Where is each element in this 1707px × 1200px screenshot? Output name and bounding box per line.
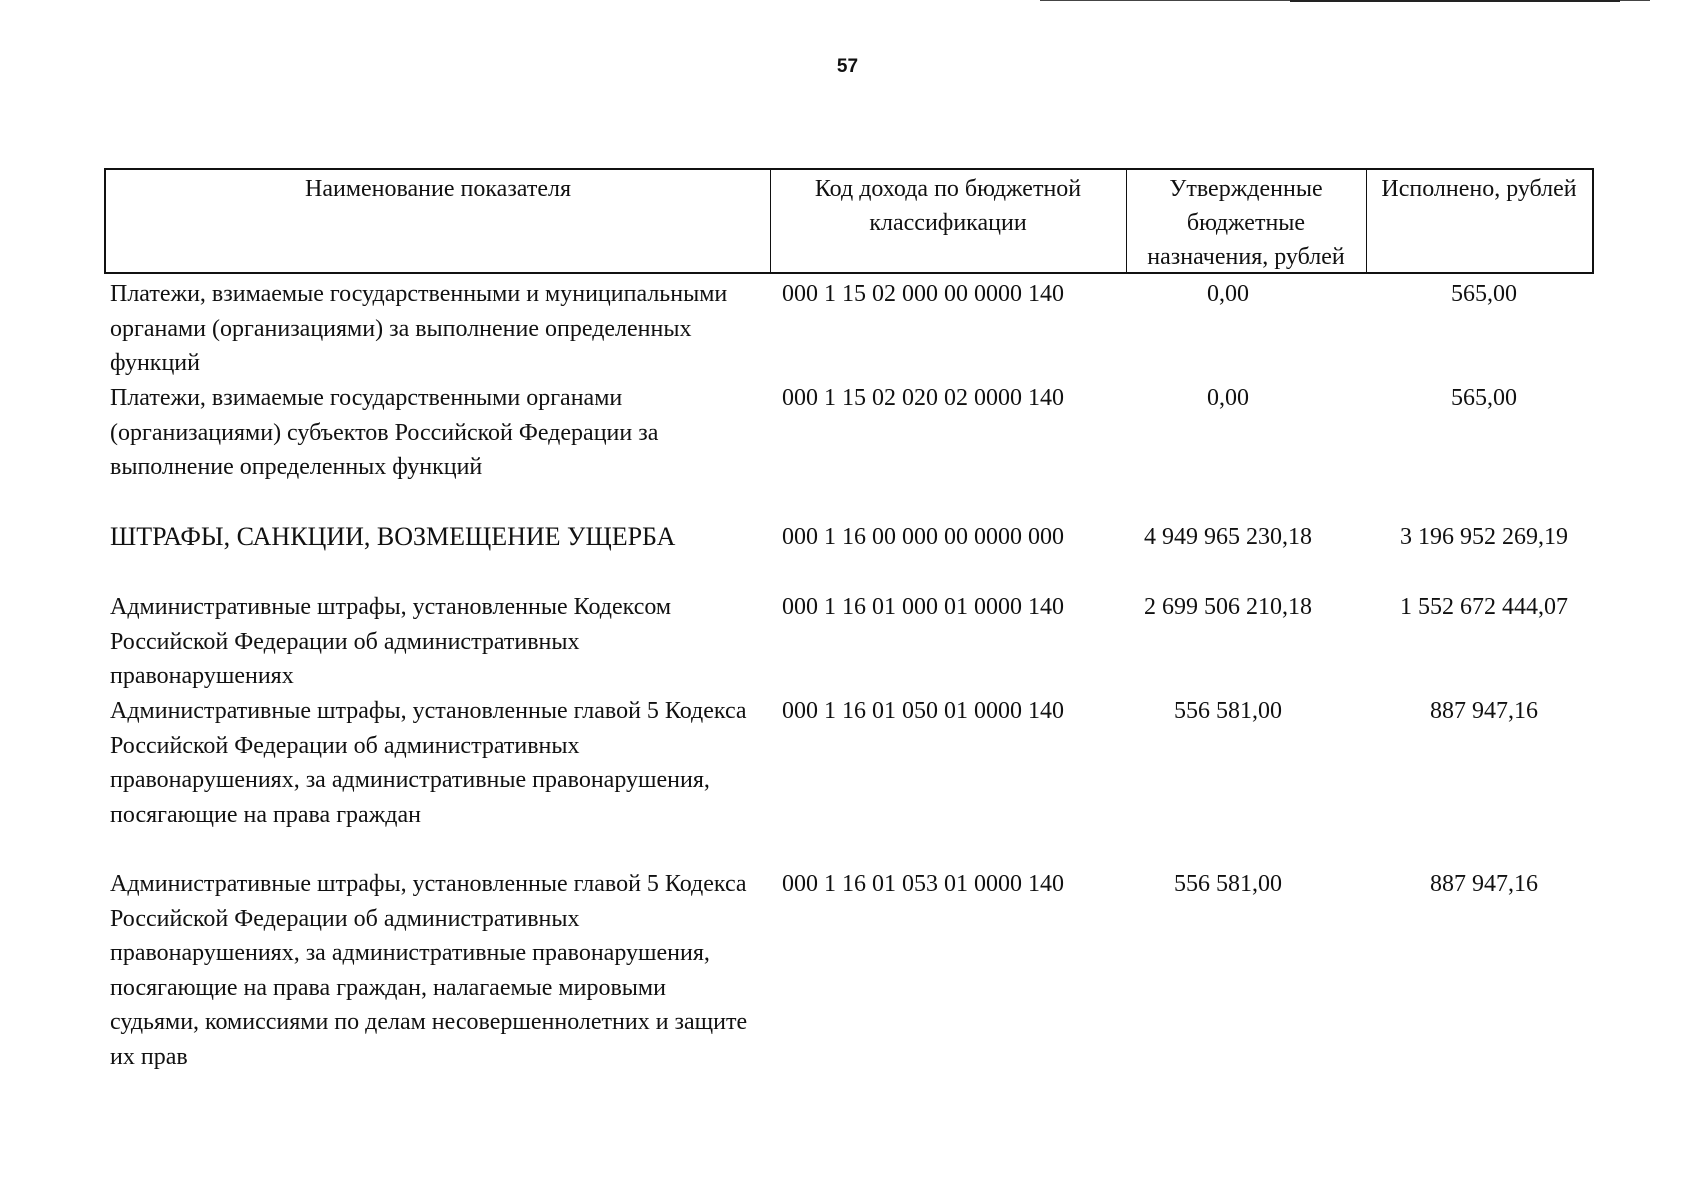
row-name: Платежи, взимаемые государственными органами (организациями) субъектов Российской Федерации за выполнение определенных функций	[110, 385, 659, 480]
row-executed: 887 947,16	[1430, 871, 1538, 897]
table-header	[104, 168, 1594, 274]
row-name: Платежи, взимаемые государственными и муниципальными органами (организациями) за выполнение определенных функций	[110, 281, 728, 376]
header-name: Наименование показателя	[305, 176, 571, 202]
row-executed: 3 196 952 269,19	[1400, 524, 1568, 550]
row-planned: 556 581,00	[1174, 698, 1282, 724]
row-planned: 4 949 965 230,18	[1144, 524, 1312, 550]
row-planned: 0,00	[1207, 281, 1249, 307]
row-name: Административные штрафы, установленные Кодексом Российской Федерации об административных правонарушениях	[110, 594, 672, 689]
row-planned: 0,00	[1207, 385, 1249, 411]
header-planned: Утвержденные бюджетные назначения, рублей	[1147, 176, 1345, 270]
row-code: 000 1 16 00 000 00 0000 000	[782, 524, 1064, 550]
row-code: 000 1 15 02 020 02 0000 140	[782, 385, 1064, 411]
row-executed: 565,00	[1451, 281, 1517, 307]
row-planned: 2 699 506 210,18	[1144, 594, 1312, 620]
header-executed: Исполнено, рублей	[1381, 176, 1577, 202]
row-code: 000 1 16 01 000 01 0000 140	[782, 594, 1064, 620]
row-name: Административные штрафы, установленные главой 5 Кодекса Российской Федерации об административных правонарушениях, за административные правонарушения, посягающие на права граждан	[110, 698, 747, 828]
row-executed: 565,00	[1451, 385, 1517, 411]
row-executed: 1 552 672 444,07	[1400, 594, 1568, 620]
row-planned: 556 581,00	[1174, 871, 1282, 897]
row-executed: 887 947,16	[1430, 698, 1538, 724]
row-code: 000 1 16 01 053 01 0000 140	[782, 871, 1064, 897]
row-name: ШТРАФЫ, САНКЦИИ, ВОЗМЕЩЕНИЕ УЩЕРБА	[110, 522, 676, 551]
page-number: 57	[836, 56, 859, 77]
row-code: 000 1 16 01 050 01 0000 140	[782, 698, 1064, 724]
scan-edge-line	[1290, 0, 1620, 2]
header-code: Код дохода по бюджетной классификации	[814, 176, 1082, 236]
row-name: Административные штрафы, установленные главой 5 Кодекса Российской Федерации об административных правонарушениях, за административные правонарушения, посягающие на права граждан, налагаемые мировыми судьями, комиссиями по делам несовершеннолетних и защите их прав	[110, 871, 748, 1070]
row-code: 000 1 15 02 000 00 0000 140	[782, 281, 1064, 307]
